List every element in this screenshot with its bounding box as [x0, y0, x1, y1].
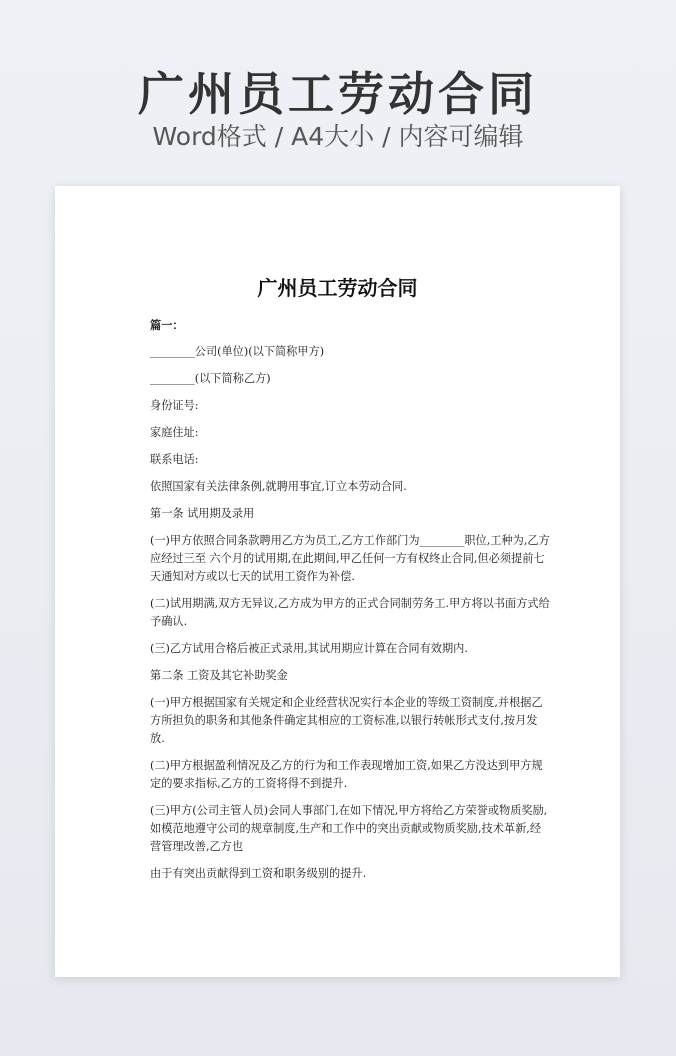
- clause-paragraph: (三)甲方(公司主管人员)会同人事部门,在如下情况,甲方将给乙方荣誉或物质奖励,如模范地遵守公司的规章制度,生产和工作中的突出贡献或物质奖励,技术革新,经营管理改善,乙方也: [150, 804, 548, 853]
- clause-paragraph: (一)甲方依照合同条款聘用乙方为员工,乙方工作部门为________职位,工种为,乙方应经过三至 六个月的试用期,在此期间,甲乙任何一方有权终止合同,但必须提前七天通知对方或以七天的试用工资作为补偿.: [150, 534, 550, 583]
- clause-paragraph: (二)甲方根据盈利情况及乙方的行为和工作表现增加工资,如果乙方没达到甲方规定的要求指标,乙方的工资将得不到提升.: [150, 759, 543, 790]
- article-heading: 第二条 工资及其它补助奖金: [150, 669, 288, 682]
- phone-field: 联系电话:: [150, 453, 199, 466]
- document-page: [55, 186, 620, 977]
- article-heading: 第一条 试用期及录用: [150, 507, 255, 520]
- clause-paragraph: (二)试用期满,双方无异议,乙方成为甲方的正式合同制劳务工.甲方将以书面方式给予确认.: [150, 597, 550, 628]
- banner-subtitle: Word格式 / A4大小 / 内容可编辑: [152, 122, 524, 151]
- preamble-paragraph: 依照国家有关法律条例,就聘用事宜,订立本劳动合同.: [150, 480, 407, 493]
- clause-paragraph: 由于有突出贡献得到工资和职务级别的提升.: [150, 867, 367, 880]
- home-address-field: 家庭住址:: [150, 426, 199, 439]
- banner-title: 广州员工劳动合同: [138, 67, 538, 121]
- party-b-line: ________(以下简称乙方): [150, 372, 271, 385]
- document-title: 广州员工劳动合同: [257, 276, 418, 300]
- party-a-line: ________公司(单位)(以下简称甲方): [150, 345, 325, 358]
- document-body: [150, 316, 550, 883]
- clause-paragraph: (一)甲方根据国家有关规定和企业经营状况实行本企业的等级工资制度,并根据乙方所担负的职务和其他条件确定其相应的工资标准,以银行转帐形式支付,按月发放.: [150, 696, 543, 745]
- clause-paragraph: (三)乙方试用合格后被正式录用,其试用期应计算在合同有效期内.: [150, 642, 468, 655]
- id-number-field: 身份证号:: [150, 399, 199, 412]
- section-label: 篇一：: [150, 318, 184, 332]
